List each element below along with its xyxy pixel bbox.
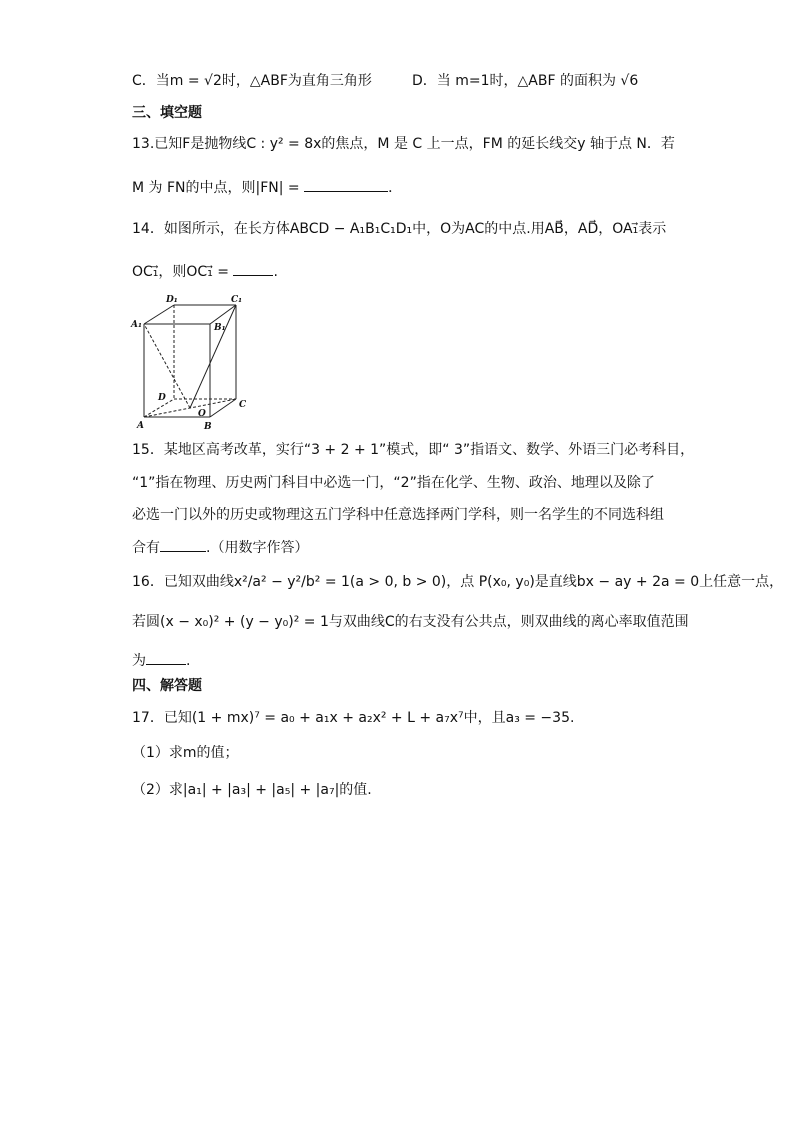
option-c: C．当m = √2时，△ABF为直角三角形	[132, 73, 372, 89]
question-15-line-1: 15．某地区高考改革，实行“3 + 2 + 1”模式，即“ 3”指语文、数学、外语三门必考科目，	[132, 442, 695, 458]
question-16-line-3	[132, 650, 190, 671]
question-15-line-4	[132, 537, 308, 558]
question-15-end: .（用数字作答）	[206, 540, 309, 556]
question-14-text: OC₁⃗，则OC₁⃗ =	[132, 264, 234, 280]
answer-blank-14[interactable]	[233, 261, 273, 276]
edge-a1-d1	[144, 305, 174, 324]
cuboid-figure	[128, 292, 246, 432]
answer-blank-13[interactable]	[304, 177, 388, 192]
question-13-text: M 为 FN的中点，则|FN| =	[132, 180, 305, 196]
question-17-part-2: （2）求|a₁| + |a₃| + |a₅| + |a₇|的值.	[132, 782, 372, 798]
question-16-text: 为	[132, 653, 146, 669]
label-a1: A₁	[131, 320, 142, 330]
label-c: C	[239, 400, 246, 410]
label-b: B	[204, 422, 212, 432]
question-14-line-2	[132, 261, 278, 282]
label-d1: D₁	[166, 295, 178, 305]
question-17-line-1: 17．已知(1 + mx)⁷ = a₀ + a₁x + a₂x² + L + a₇x⁷中，且a₃ = −35.	[132, 710, 575, 726]
question-15-text: 合有	[132, 540, 160, 556]
label-c1: C₁	[231, 295, 243, 305]
question-13-line-1: 13.已知F是抛物线C : y² = 8x的焦点，M 是 C 上一点，FM 的延长线交y 轴于点 N．若	[132, 136, 675, 152]
cuboid-diagram	[128, 292, 246, 432]
question-15-line-2: “1”指在物理、历史两门科目中必选一门，“2”指在化学、生物、政治、地理以及除了	[132, 475, 655, 491]
label-o: O	[198, 409, 206, 419]
question-16-line-1: 16．已知双曲线x²/a² − y²/b² = 1(a > 0, b > 0)，点 P(x₀, y₀)是直线bx − ay + 2a = 0上任意一点，	[132, 574, 784, 590]
question-13-end: ．	[388, 180, 403, 196]
section-heading-fill-in: 三、填空题	[132, 105, 202, 121]
option-d: D．当 m=1时，△ABF 的面积为 √6	[412, 73, 639, 89]
section-heading-solutions: 四、解答题	[132, 678, 202, 694]
label-b1: B₁	[214, 323, 226, 333]
segment-o-a1	[144, 324, 190, 408]
question-13-line-2	[132, 177, 402, 198]
question-17-part-1: （1）求m的值；	[132, 745, 239, 761]
segment-o-c1	[190, 305, 236, 408]
label-a: A	[137, 421, 144, 431]
answer-blank-16[interactable]	[146, 650, 186, 665]
question-14-line-1: 14．如图所示，在长方体ABCD − A₁B₁C₁D₁中，O为AC的中点.用AB⃗，AD⃗，OA₁⃗表示	[132, 221, 667, 237]
question-16-end: .	[186, 653, 191, 669]
question-15-line-3: 必选一门以外的历史或物理这五门学科中任意选择两门学科，则一名学生的不同选科组	[132, 507, 664, 523]
question-16-line-2: 若圆(x − x₀)² + (y − y₀)² = 1与双曲线C的右支没有公共点，则双曲线的离心率取值范围	[132, 614, 689, 630]
answer-blank-15[interactable]	[160, 537, 206, 552]
label-d: D	[158, 393, 166, 403]
question-14-end: .	[273, 264, 278, 280]
